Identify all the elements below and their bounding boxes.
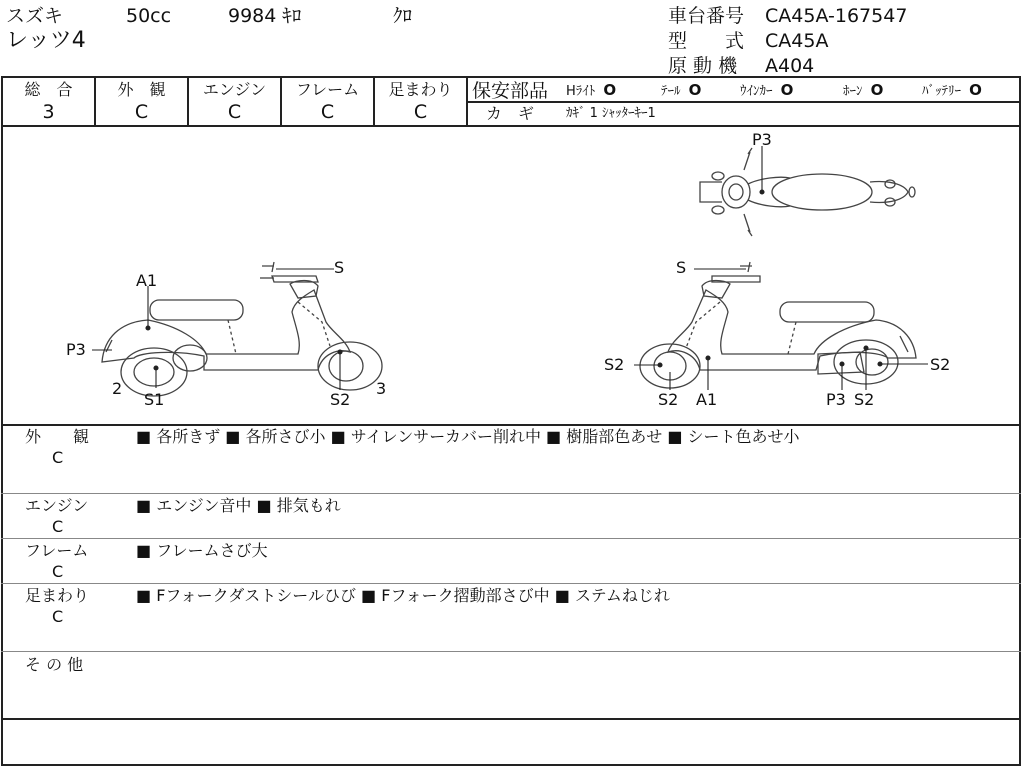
safety-item-headlight: [566, 80, 616, 102]
right-scooter-drawing: [640, 262, 916, 388]
label-left-s2: S2: [330, 390, 351, 409]
safety-label: 保安部品: [472, 80, 549, 102]
label-left-s: S: [334, 258, 345, 277]
label-right-s2-side: S2: [930, 355, 951, 374]
remark-text: ■ フレームさび大: [136, 541, 268, 560]
safety-item-name: Hﾗｲﾄ: [566, 84, 596, 99]
displacement: 50cc: [126, 5, 172, 27]
remark-category: エンジン: [25, 496, 89, 515]
remark-grade: C: [52, 448, 64, 467]
safety-item-name: ﾃｰﾙ: [661, 84, 681, 99]
engine-label: 原 動 機: [668, 55, 738, 77]
model-name: レッツ4: [6, 28, 86, 53]
remark-text: ■ Fフォークダストシールひび ■ Fフォーク摺動部さび中 ■ ステムねじれ: [136, 586, 670, 605]
remark-grade: C: [52, 607, 64, 626]
grade-header-engine: エンジン: [202, 80, 267, 99]
label-right-p3: P3: [826, 390, 846, 409]
remark-text: ■ エンジン音中 ■ 排気もれ: [136, 496, 341, 515]
label-left-2: 2: [112, 379, 123, 398]
label-top-p3: P3: [752, 130, 772, 149]
grade-value-suspension: C: [413, 101, 428, 123]
label-right-s2-left: S2: [604, 355, 625, 374]
type-label: 型 式: [668, 30, 745, 52]
label-left-3: 3: [376, 379, 387, 398]
remark-category: そ の 他: [25, 655, 84, 674]
safety-item-horn: [843, 80, 883, 102]
grade-header-suspension: 足まわり: [388, 80, 453, 99]
grade-value-exterior: C: [134, 101, 149, 123]
frame-no-label: 車台番号: [668, 5, 745, 27]
safety-item-battery: [922, 80, 982, 102]
damage-diagram: [0, 126, 1024, 424]
safety-item-name: ﾎｰﾝ: [843, 84, 863, 99]
maker: スズキ: [6, 5, 64, 27]
label-right-s: S: [676, 258, 687, 277]
label-left-s1: S1: [144, 390, 165, 409]
grade-header-frame: フレーム: [295, 80, 360, 99]
remark-category: 外 観: [25, 427, 90, 446]
type-value: CA45A: [765, 30, 829, 52]
top-scooter-drawing: [700, 148, 915, 236]
label-right-s2-front: S2: [658, 390, 679, 409]
safety-mark: O: [780, 81, 794, 99]
grade-value-engine: C: [227, 101, 242, 123]
safety-item-name: ﾊﾞｯﾃﾘｰ: [922, 84, 961, 99]
color: ｸﾛ: [393, 5, 413, 27]
remark-grade: C: [52, 517, 64, 536]
remark-text: ■ 各所きず ■ 各所さび小 ■ サイレンサーカバー削れ中 ■ 樹脂部色あせ ■ シート色あせ小: [136, 427, 800, 446]
remark-grade: C: [52, 562, 64, 581]
grade-header-exterior: 外 観: [117, 80, 166, 99]
grade-header-total: 総 合: [24, 80, 73, 99]
safety-item-winker: [740, 80, 793, 102]
remark-category: 足まわり: [25, 586, 90, 605]
label-right-s2-rear: S2: [854, 390, 875, 409]
key-label: カ ギ: [486, 104, 535, 123]
safety-mark: O: [870, 81, 884, 99]
grade-value-frame: C: [320, 101, 335, 123]
engine-value: A404: [765, 55, 815, 77]
label-right-a1: A1: [696, 390, 718, 409]
frame-no: CA45A-167547: [765, 5, 908, 27]
safety-mark: O: [603, 81, 617, 99]
mileage: 9984 ｷﾛ: [228, 5, 302, 27]
safety-mark: O: [688, 81, 702, 99]
remark-category: フレーム: [25, 541, 89, 560]
label-left-a1: A1: [136, 271, 158, 290]
label-left-p3: P3: [66, 340, 86, 359]
safety-mark: O: [969, 81, 982, 99]
safety-item-name: ｳｲﾝｶｰ: [740, 84, 773, 99]
grade-value-total: 3: [42, 101, 55, 123]
key-value: ｶｷﾞ 1 ｼｬｯﾀｰｷｰ1: [566, 106, 656, 121]
safety-item-tail: [661, 80, 701, 102]
